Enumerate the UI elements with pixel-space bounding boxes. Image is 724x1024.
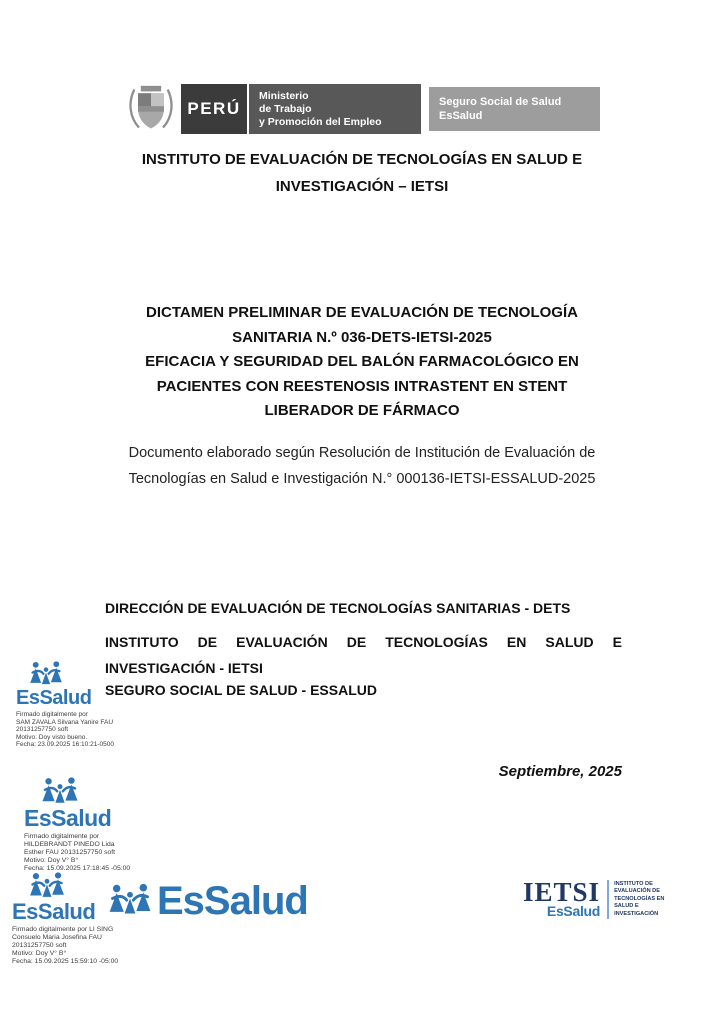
- essalud-family-icon: [34, 777, 86, 807]
- essalud-logo-large: [105, 878, 308, 924]
- signature-line: 20131257750 soft: [12, 942, 67, 949]
- social-security-line: EsSalud: [439, 110, 483, 122]
- resolution-note: Documento elaborado según Resolución de Institución de Evaluación de Tecnologías en Salud e Investigación N.° 000136-IETSI-ESSALUD-2025: [128, 445, 596, 487]
- ministry-line: Ministerio: [259, 89, 309, 102]
- document-title-line1: DICTAMEN PRELIMINAR DE EVALUACIÓN DE TECNOLOGÍA SANITARIA N.º 036-DETS-IETSI-2025: [146, 304, 578, 346]
- ietsi-logo-divider: [607, 880, 609, 919]
- signature-line: SAM ZAVALA Silvana Yanire FAU: [16, 718, 114, 726]
- org-line-essalud: SEGURO SOCIAL DE SALUD - ESSALUD: [105, 682, 377, 698]
- essalud-logo-wordmark: EsSalud: [157, 879, 308, 923]
- signature-line: Firmado digitalmente por LI SING: [12, 926, 114, 933]
- essalud-family-icon: [105, 878, 155, 924]
- ministry-line: de Trabajo: [259, 102, 312, 115]
- essalud-logo-wordmark: EsSalud: [12, 899, 96, 924]
- institute-title: INSTITUTO DE EVALUACIÓN DE TECNOLOGÍAS EN SALUD E INVESTIGACIÓN – IETSI: [141, 151, 583, 195]
- signature-line: Motivo: Doy V° B°: [24, 857, 79, 864]
- ietsi-logo: [523, 877, 665, 919]
- essalud-logo-wordmark: EsSalud: [16, 687, 92, 709]
- ietsi-brand: EsSalud: [546, 903, 601, 919]
- essalud-family-icon: [26, 661, 66, 688]
- essalud-family-icon: [24, 872, 70, 901]
- ietsi-tagline-line: TECNOLOGÍAS EN: [614, 895, 665, 902]
- essalud-logo-wordmark: EsSalud: [24, 805, 112, 831]
- digital-signature-stamp: [24, 777, 154, 873]
- ietsi-tagline-line: INSTITUTO DE: [614, 880, 653, 887]
- signature-line: Firmado digitalmente por: [16, 711, 88, 718]
- signature-line: 20131257750 soft: [16, 726, 69, 734]
- signature-line: Firmado digitalmente por: [24, 833, 100, 840]
- ietsi-acronym: IETSI: [523, 877, 601, 907]
- document-date: Septiembre, 2025: [498, 763, 622, 780]
- signature-line: Fecha: 23.09.2025 16:10:21-0500: [16, 741, 114, 749]
- signature-line: Fecha: 15.09.2025 15:59:10 -05:00: [12, 958, 119, 965]
- social-security-box: [429, 87, 600, 131]
- peru-label-box: [181, 84, 247, 134]
- digital-signature-stamp: [16, 661, 136, 749]
- ministry-line: y Promoción del Empleo: [259, 115, 382, 128]
- ietsi-tagline-line: SALUD E: [614, 903, 639, 910]
- document-title: [112, 301, 612, 424]
- social-security-line: Seguro Social de Salud: [439, 96, 562, 108]
- signature-line: Consuelo Maria Josefina FAU: [12, 934, 102, 941]
- signature-line: Motivo: Doy V° B°: [12, 950, 67, 957]
- signature-line: Fecha: 15.09.2025 17:18:45 -05:00: [24, 865, 131, 872]
- signature-line: Esther FAU 20131257750 soft: [24, 849, 116, 856]
- signature-line: HILDEBRANDT PINEDO Lida: [24, 841, 115, 848]
- document-title-line2: EFICACIA Y SEGURIDAD DEL BALÓN FARMACOLÓGICO EN PACIENTES CON REESTENOSIS INTRASTENT EN STENT LIBERADOR DE FÁRMACO: [145, 353, 579, 419]
- org-line-ietsi: INSTITUTO DE EVALUACIÓN DE TECNOLOGÍAS EN SALUD E INVESTIGACIÓN - IETSI: [105, 634, 622, 676]
- ietsi-tagline-line: INVESTIGACIÓN: [614, 910, 659, 917]
- ministry-box: [249, 84, 421, 134]
- signature-line: Motivo: Doy visto bueno.: [16, 733, 88, 741]
- peru-coat-of-arms: [122, 84, 180, 134]
- org-line-dets: DIRECCIÓN DE EVALUACIÓN DE TECNOLOGÍAS SANITARIAS - DETS: [105, 600, 571, 616]
- peru-label: PERÚ: [187, 99, 241, 118]
- ietsi-tagline-line: EVALUACIÓN DE: [614, 888, 660, 895]
